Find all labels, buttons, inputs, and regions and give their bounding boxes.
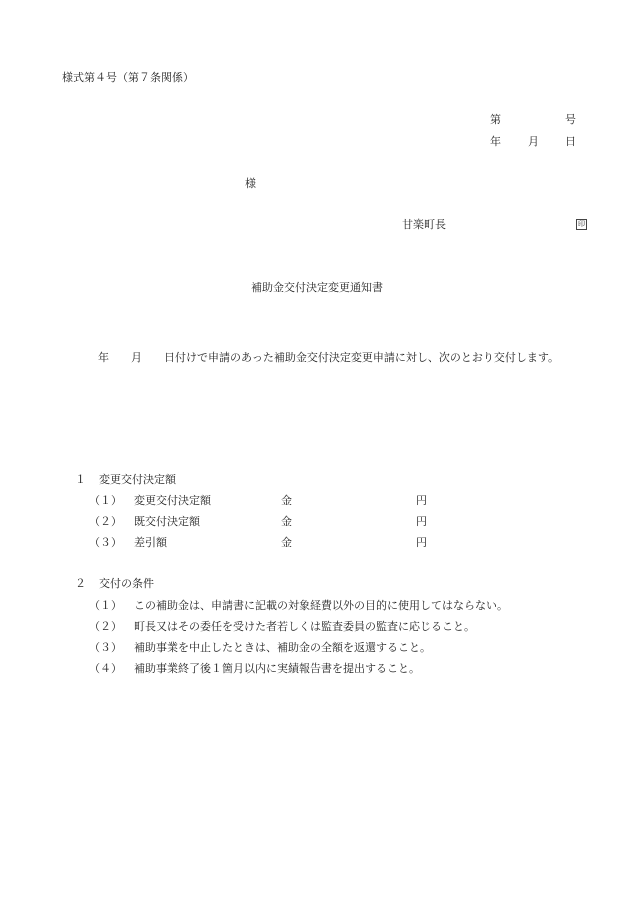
section2-item-number: （３）	[89, 641, 122, 654]
section1-item-kin: 金	[281, 515, 292, 528]
section1-item-label: 差引額	[134, 536, 167, 549]
doc-number-suffix: 号	[565, 113, 576, 126]
section1-item-label: 変更交付決定額	[134, 494, 211, 507]
body-text: 年 月 日付けで申請のあった補助金交付決定変更申請に対し、次のとおり交付します。	[98, 351, 560, 364]
section1-item-yen: 円	[416, 515, 427, 528]
section2-item-text: この補助金は、申請書に記載の対象経費以外の目的に使用してはならない。	[134, 599, 508, 612]
section1-heading: 変更交付決定額	[99, 473, 176, 486]
section2-heading: 交付の条件	[99, 577, 154, 590]
document-title: 補助金交付決定変更通知書	[251, 281, 383, 294]
section2-number: ２	[75, 577, 86, 590]
doc-date-day: 日	[565, 135, 576, 148]
doc-date-month: 月	[528, 135, 539, 148]
section1-item-number: （１）	[89, 494, 122, 507]
section2-item-number: （２）	[89, 620, 122, 633]
section2-item-text: 町長又はその委任を受けた者若しくは監査委員の監査に応じること。	[134, 620, 475, 633]
section1-item-label: 既交付決定額	[134, 515, 200, 528]
seal-mark: 印	[578, 220, 585, 228]
section2-item-text: 補助事業終了後１箇月以内に実績報告書を提出すること。	[134, 662, 420, 675]
section2-item-number: （１）	[89, 599, 122, 612]
section1-item-kin: 金	[281, 494, 292, 507]
section1-item-number: （２）	[89, 515, 122, 528]
section1-item-kin: 金	[281, 536, 292, 549]
form-label: 様式第４号（第７条関係）	[62, 71, 194, 84]
section1-number: １	[75, 473, 86, 486]
doc-number-prefix: 第	[490, 113, 501, 126]
doc-date-year: 年	[490, 135, 501, 148]
section1-item-yen: 円	[416, 494, 427, 507]
section1-item-number: （３）	[89, 536, 122, 549]
addressee-suffix: 様	[245, 177, 256, 190]
section2-item-number: （４）	[89, 662, 122, 675]
section1-item-yen: 円	[416, 536, 427, 549]
issuer-name: 甘楽町長	[402, 218, 446, 231]
section2-item-text: 補助事業を中止したときは、補助金の全額を返還すること。	[134, 641, 431, 654]
